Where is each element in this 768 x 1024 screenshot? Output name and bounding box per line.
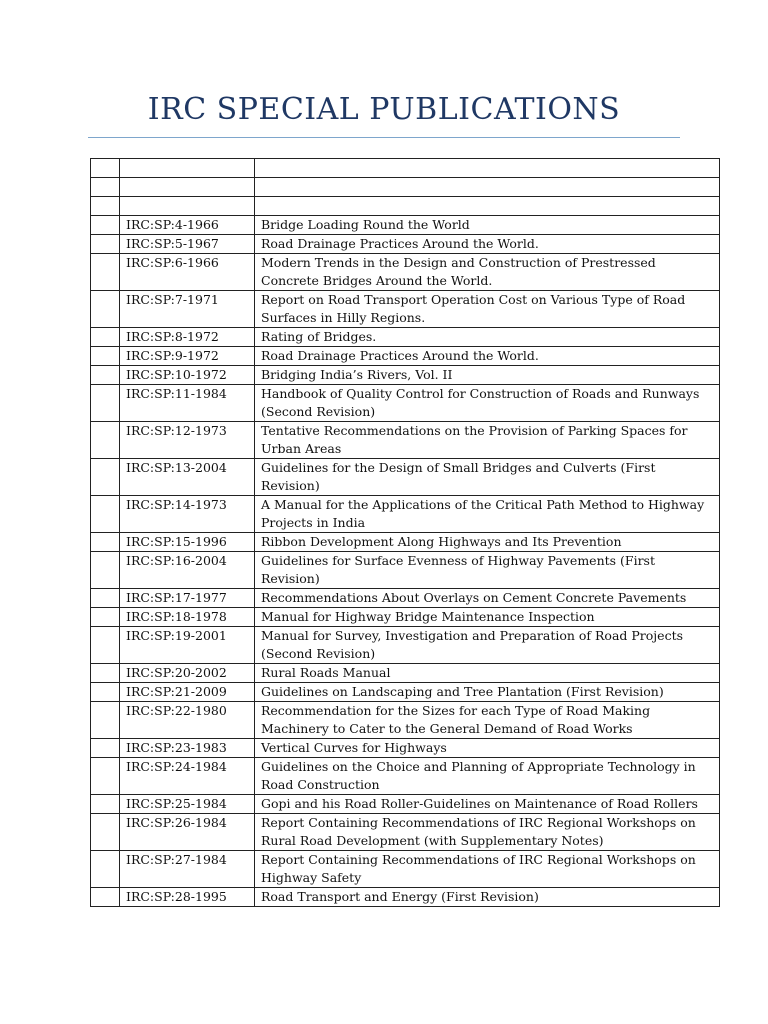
page-title: IRC SPECIAL PUBLICATIONS xyxy=(147,92,621,127)
publication-title: Modern Trends in the Design and Construction of Prestressed Concrete Bridges Around the World. xyxy=(255,254,720,291)
row-empty-cell xyxy=(91,347,120,366)
blank-cell xyxy=(91,178,120,197)
row-empty-cell xyxy=(91,216,120,235)
row-empty-cell xyxy=(91,851,120,888)
publication-code: IRC:SP:9-1972 xyxy=(120,347,255,366)
table-row xyxy=(91,702,720,739)
table-row xyxy=(91,814,720,851)
publication-code: IRC:SP:24-1984 xyxy=(120,758,255,795)
table-row xyxy=(91,254,720,291)
table-row xyxy=(91,795,720,814)
row-empty-cell xyxy=(91,291,120,328)
blank-row xyxy=(91,178,720,197)
publication-code: IRC:SP:5-1967 xyxy=(120,235,255,254)
row-empty-cell xyxy=(91,366,120,385)
publication-title: Guidelines for the Design of Small Bridges and Culverts (First Revision) xyxy=(255,459,720,496)
row-empty-cell xyxy=(91,758,120,795)
row-empty-cell xyxy=(91,552,120,589)
row-empty-cell xyxy=(91,608,120,627)
table-row xyxy=(91,627,720,664)
publication-title: Recommendations About Overlays on Cement Concrete Pavements xyxy=(255,589,720,608)
blank-row xyxy=(91,197,720,216)
row-empty-cell xyxy=(91,795,120,814)
table-row xyxy=(91,683,720,702)
publication-code: IRC:SP:4-1966 xyxy=(120,216,255,235)
row-empty-cell xyxy=(91,496,120,533)
blank-cell xyxy=(120,197,255,216)
table-row xyxy=(91,552,720,589)
title-underline xyxy=(88,137,680,138)
table-row xyxy=(91,216,720,235)
row-empty-cell xyxy=(91,385,120,422)
publication-title: Report on Road Transport Operation Cost on Various Type of Road Surfaces in Hilly Regions. xyxy=(255,291,720,328)
blank-cell xyxy=(120,178,255,197)
table-row xyxy=(91,533,720,552)
publication-title: Handbook of Quality Control for Construction of Roads and Runways (Second Revision) xyxy=(255,385,720,422)
publication-code: IRC:SP:15-1996 xyxy=(120,533,255,552)
publication-title: Report Containing Recommendations of IRC Regional Workshops on Highway Safety xyxy=(255,851,720,888)
publication-title: A Manual for the Applications of the Critical Path Method to Highway Projects in India xyxy=(255,496,720,533)
table-row xyxy=(91,366,720,385)
publication-title: Rural Roads Manual xyxy=(255,664,720,683)
blank-cell xyxy=(255,178,720,197)
blank-cell xyxy=(91,159,120,178)
publication-title: Manual for Highway Bridge Maintenance Inspection xyxy=(255,608,720,627)
publication-code: IRC:SP:26-1984 xyxy=(120,814,255,851)
row-empty-cell xyxy=(91,627,120,664)
publication-code: IRC:SP:6-1966 xyxy=(120,254,255,291)
table-row xyxy=(91,664,720,683)
row-empty-cell xyxy=(91,683,120,702)
row-empty-cell xyxy=(91,235,120,254)
publication-code: IRC:SP:11-1984 xyxy=(120,385,255,422)
table-row xyxy=(91,422,720,459)
row-empty-cell xyxy=(91,664,120,683)
publication-title: Manual for Survey, Investigation and Preparation of Road Projects (Second Revision) xyxy=(255,627,720,664)
row-empty-cell xyxy=(91,888,120,907)
blank-cell xyxy=(255,197,720,216)
row-empty-cell xyxy=(91,328,120,347)
publication-code: IRC:SP:20-2002 xyxy=(120,664,255,683)
publication-code: IRC:SP:12-1973 xyxy=(120,422,255,459)
table-row xyxy=(91,589,720,608)
publication-code: IRC:SP:28-1995 xyxy=(120,888,255,907)
table-row xyxy=(91,385,720,422)
row-empty-cell xyxy=(91,814,120,851)
row-empty-cell xyxy=(91,422,120,459)
publication-code: IRC:SP:16-2004 xyxy=(120,552,255,589)
table-row xyxy=(91,851,720,888)
publication-title: Rating of Bridges. xyxy=(255,328,720,347)
publication-code: IRC:SP:10-1972 xyxy=(120,366,255,385)
blank-cell xyxy=(255,159,720,178)
publications-table-body xyxy=(91,159,720,907)
publication-code: IRC:SP:14-1973 xyxy=(120,496,255,533)
publication-code: IRC:SP:23-1983 xyxy=(120,739,255,758)
table-row xyxy=(91,347,720,366)
row-empty-cell xyxy=(91,702,120,739)
publication-code: IRC:SP:8-1972 xyxy=(120,328,255,347)
blank-cell xyxy=(91,197,120,216)
publication-title: Guidelines on Landscaping and Tree Plantation (First Revision) xyxy=(255,683,720,702)
publication-code: IRC:SP:13-2004 xyxy=(120,459,255,496)
publication-title: Guidelines on the Choice and Planning of Appropriate Technology in Road Construction xyxy=(255,758,720,795)
table-row xyxy=(91,496,720,533)
publication-code: IRC:SP:25-1984 xyxy=(120,795,255,814)
publication-title: Vertical Curves for Highways xyxy=(255,739,720,758)
table-row xyxy=(91,291,720,328)
publication-title: Tentative Recommendations on the Provision of Parking Spaces for Urban Areas xyxy=(255,422,720,459)
table-row xyxy=(91,888,720,907)
publication-title: Road Transport and Energy (First Revision) xyxy=(255,888,720,907)
publications-table xyxy=(90,158,720,907)
publication-title: Recommendation for the Sizes for each Type of Road Making Machinery to Cater to the General Demand of Road Works xyxy=(255,702,720,739)
table-row xyxy=(91,459,720,496)
table-row xyxy=(91,608,720,627)
publication-code: IRC:SP:7-1971 xyxy=(120,291,255,328)
publication-title: Road Drainage Practices Around the World. xyxy=(255,235,720,254)
publication-title: Ribbon Development Along Highways and Its Prevention xyxy=(255,533,720,552)
publication-code: IRC:SP:27-1984 xyxy=(120,851,255,888)
table-row xyxy=(91,235,720,254)
publication-title: Road Drainage Practices Around the World. xyxy=(255,347,720,366)
table-row xyxy=(91,758,720,795)
publication-code: IRC:SP:17-1977 xyxy=(120,589,255,608)
publication-code: IRC:SP:19-2001 xyxy=(120,627,255,664)
blank-cell xyxy=(120,159,255,178)
publication-title: Bridging India’s Rivers, Vol. II xyxy=(255,366,720,385)
publication-title: Gopi and his Road Roller-Guidelines on Maintenance of Road Rollers xyxy=(255,795,720,814)
row-empty-cell xyxy=(91,459,120,496)
row-empty-cell xyxy=(91,533,120,552)
row-empty-cell xyxy=(91,254,120,291)
publication-code: IRC:SP:18-1978 xyxy=(120,608,255,627)
publication-code: IRC:SP:22-1980 xyxy=(120,702,255,739)
row-empty-cell xyxy=(91,589,120,608)
table-row xyxy=(91,328,720,347)
publication-code: IRC:SP:21-2009 xyxy=(120,683,255,702)
publication-title: Report Containing Recommendations of IRC Regional Workshops on Rural Road Development (with Supplementary Notes) xyxy=(255,814,720,851)
row-empty-cell xyxy=(91,739,120,758)
publication-title: Guidelines for Surface Evenness of Highway Pavements (First Revision) xyxy=(255,552,720,589)
publication-title: Bridge Loading Round the World xyxy=(255,216,720,235)
table-row xyxy=(91,739,720,758)
blank-row xyxy=(91,159,720,178)
